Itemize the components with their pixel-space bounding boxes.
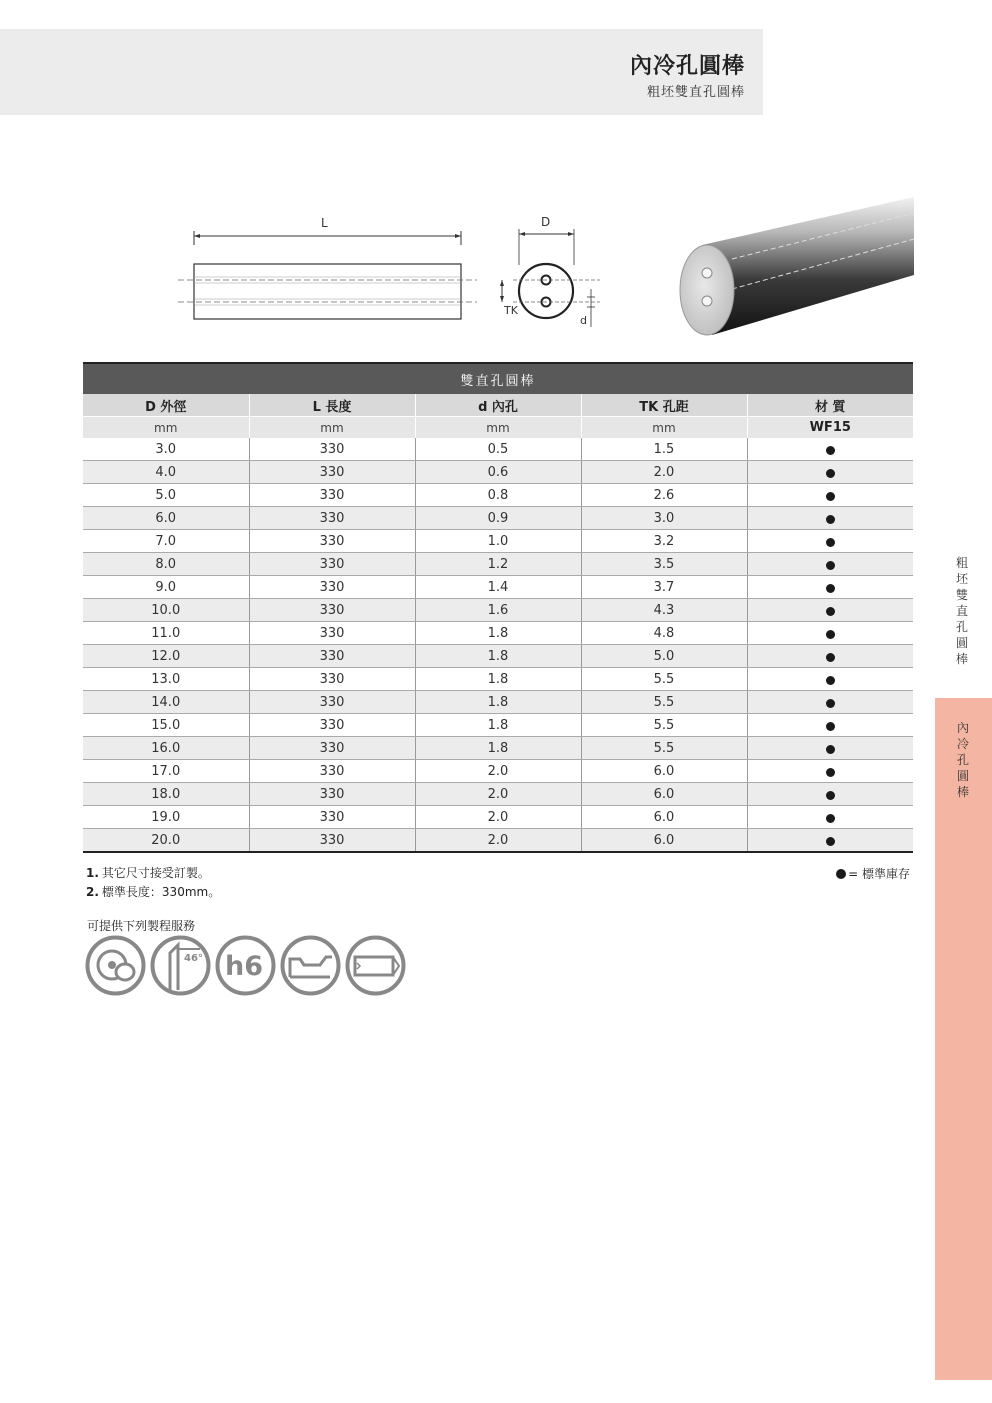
table-cell: 7.0	[83, 530, 249, 553]
stock-dot-icon	[826, 607, 835, 616]
table-cell: 0.8	[415, 484, 581, 507]
material-cell	[747, 553, 913, 576]
table-cell: 5.0	[581, 645, 747, 668]
column-header-outer-diameter: D 外徑	[83, 394, 249, 417]
table-row	[83, 553, 913, 576]
table-cell: 10.0	[83, 599, 249, 622]
table-row	[83, 668, 913, 691]
table-cell: 3.2	[581, 530, 747, 553]
table-cell: 330	[249, 783, 415, 806]
table-cell: 2.0	[415, 760, 581, 783]
svg-text:h6: h6	[225, 951, 264, 982]
stock-dot-icon	[826, 538, 835, 547]
stock-dot-icon	[826, 722, 835, 731]
stock-dot-icon	[826, 768, 835, 777]
stock-dot-icon	[826, 837, 835, 846]
stock-dot-icon	[826, 469, 835, 478]
table-row	[83, 576, 913, 599]
note-item: 1. 其它尺寸接受訂製。	[86, 866, 210, 880]
table-cell: 1.2	[415, 553, 581, 576]
unit-cell: mm	[581, 417, 747, 439]
stock-dot-icon	[826, 791, 835, 800]
table-cell: 1.6	[415, 599, 581, 622]
table-cell: 5.0	[83, 484, 249, 507]
note-item: 2. 標準長度：330mm。	[86, 885, 221, 899]
side-tab-label: 內冷孔圓棒	[956, 721, 969, 799]
table-cell: 330	[249, 576, 415, 599]
table-cell: 330	[249, 760, 415, 783]
material-cell	[747, 576, 913, 599]
table-row	[83, 599, 913, 622]
table-caption: 雙直孔圓棒	[83, 363, 913, 394]
column-header-length: L 長度	[249, 394, 415, 417]
material-cell	[747, 484, 913, 507]
table-cell: 18.0	[83, 783, 249, 806]
table-cell: 330	[249, 714, 415, 737]
table-row	[83, 737, 913, 760]
material-cell	[747, 760, 913, 783]
table-row	[83, 438, 913, 461]
table-cell: 330	[249, 806, 415, 829]
table-row	[83, 622, 913, 645]
table-cell: 2.0	[415, 783, 581, 806]
material-cell	[747, 714, 913, 737]
table-cell: 4.3	[581, 599, 747, 622]
legend-text: = 標準庫存	[848, 867, 910, 881]
services-label: 可提供下列製程服務	[87, 919, 196, 933]
table-cell: 1.8	[415, 691, 581, 714]
table-cell: 5.5	[581, 691, 747, 714]
material-cell	[747, 645, 913, 668]
table-cell: 330	[249, 829, 415, 853]
table-cell: 12.0	[83, 645, 249, 668]
table-cell: 17.0	[83, 760, 249, 783]
table-cell: 4.0	[83, 461, 249, 484]
column-header-material: 材 質	[747, 394, 913, 417]
table-row	[83, 645, 913, 668]
material-cell	[747, 622, 913, 645]
stock-dot-icon	[826, 630, 835, 639]
material-cell	[747, 691, 913, 714]
table-cell: 330	[249, 461, 415, 484]
table-cell: 6.0	[581, 829, 747, 853]
table-cell: 1.8	[415, 645, 581, 668]
material-cell	[747, 829, 913, 853]
table-row	[83, 714, 913, 737]
table-cell: 330	[249, 668, 415, 691]
stock-dot-icon	[826, 561, 835, 570]
stock-dot-icon	[826, 653, 835, 662]
chamfer-46-icon	[150, 935, 211, 996]
material-cell	[747, 599, 913, 622]
table-cell: 2.6	[581, 484, 747, 507]
table-row	[83, 783, 913, 806]
table-cell: 1.8	[415, 668, 581, 691]
hole-diameter-label: d	[580, 314, 587, 327]
table-cell: 6.0	[581, 806, 747, 829]
table-cell: 5.5	[581, 737, 747, 760]
table-cell: 11.0	[83, 622, 249, 645]
material-cell	[747, 461, 913, 484]
svg-text:46°: 46°	[184, 953, 203, 964]
table-cell: 1.8	[415, 737, 581, 760]
material-cell	[747, 507, 913, 530]
stock-dot-icon	[826, 584, 835, 593]
unit-cell: mm	[249, 417, 415, 439]
table-cell: 0.6	[415, 461, 581, 484]
stock-dot-icon	[826, 814, 835, 823]
stock-dot-icon	[826, 699, 835, 708]
table-cell: 1.8	[415, 622, 581, 645]
table-cell: 2.0	[415, 829, 581, 853]
stock-dot-icon	[826, 676, 835, 685]
table-cell: 1.4	[415, 576, 581, 599]
material-cell	[747, 737, 913, 760]
spec-table	[83, 362, 913, 853]
table-cell: 16.0	[83, 737, 249, 760]
column-header-inner-hole: d 內孔	[415, 394, 581, 417]
table-cell: 330	[249, 438, 415, 461]
material-cell	[747, 806, 913, 829]
technical-drawing	[175, 205, 615, 335]
table-cell: 330	[249, 645, 415, 668]
table-cell: 19.0	[83, 806, 249, 829]
unit-cell: mm	[83, 417, 249, 439]
table-row	[83, 829, 913, 853]
table-cell: 1.8	[415, 714, 581, 737]
column-header-hole-pitch: TK 孔距	[581, 394, 747, 417]
rod-photo	[652, 197, 914, 337]
table-cell: 330	[249, 691, 415, 714]
table-cell: 5.5	[581, 668, 747, 691]
table-cell: 330	[249, 484, 415, 507]
table-cell: 330	[249, 530, 415, 553]
table-cell: 6.0	[581, 783, 747, 806]
stock-legend	[836, 865, 910, 882]
table-cell: 20.0	[83, 829, 249, 853]
table-cell: 330	[249, 507, 415, 530]
table-row	[83, 691, 913, 714]
table-cell: 6.0	[83, 507, 249, 530]
services-icons	[85, 935, 406, 996]
table-row	[83, 484, 913, 507]
table-cell: 0.5	[415, 438, 581, 461]
header-band	[0, 29, 763, 115]
side-tab-rough-blank[interactable]: 粗坯雙直孔圓棒	[955, 556, 968, 666]
table-cell: 1.5	[581, 438, 747, 461]
tk-label: TK	[504, 304, 518, 317]
table-cell: 3.0	[581, 507, 747, 530]
table-cell: 15.0	[83, 714, 249, 737]
table-cell: 330	[249, 553, 415, 576]
page-title: 內冷孔圓棒	[629, 54, 745, 79]
table-cell: 14.0	[83, 691, 249, 714]
table-cell: 3.0	[83, 438, 249, 461]
table-cell: 1.0	[415, 530, 581, 553]
material-cell	[747, 530, 913, 553]
material-cell	[747, 668, 913, 691]
profile-grinding-icon	[280, 935, 341, 996]
grinding-icon	[85, 935, 146, 996]
page-subtitle: 粗坯雙直孔圓棒	[646, 85, 745, 100]
stock-dot-icon	[826, 515, 835, 524]
table-cell: 3.5	[581, 553, 747, 576]
table-row	[83, 806, 913, 829]
table-body	[83, 438, 913, 852]
table-cell: 6.0	[581, 760, 747, 783]
table-cell: 0.9	[415, 507, 581, 530]
table-row	[83, 507, 913, 530]
table-cell: 13.0	[83, 668, 249, 691]
material-cell	[747, 783, 913, 806]
table-cell: 4.8	[581, 622, 747, 645]
unit-cell: mm	[415, 417, 581, 439]
material-grade: WF15	[747, 417, 913, 439]
table-cell: 9.0	[83, 576, 249, 599]
table-row	[83, 461, 913, 484]
stock-dot-icon	[836, 869, 846, 879]
side-tab-internal-coolant[interactable]	[935, 698, 992, 1380]
table-cell: 5.5	[581, 714, 747, 737]
stock-dot-icon	[826, 492, 835, 501]
notes	[86, 864, 220, 902]
table-row	[83, 530, 913, 553]
table-row	[83, 760, 913, 783]
cut-to-length-icon	[345, 935, 406, 996]
table-cell: 330	[249, 737, 415, 760]
material-cell	[747, 438, 913, 461]
table-cell: 3.7	[581, 576, 747, 599]
table-cell: 330	[249, 599, 415, 622]
table-cell: 8.0	[83, 553, 249, 576]
length-label: L	[321, 216, 328, 230]
stock-dot-icon	[826, 446, 835, 455]
stock-dot-icon	[826, 745, 835, 754]
diameter-label: D	[541, 215, 551, 229]
table-cell: 2.0	[581, 461, 747, 484]
h6-tolerance-icon	[215, 935, 276, 996]
table-cell: 2.0	[415, 806, 581, 829]
table-cell: 330	[249, 622, 415, 645]
